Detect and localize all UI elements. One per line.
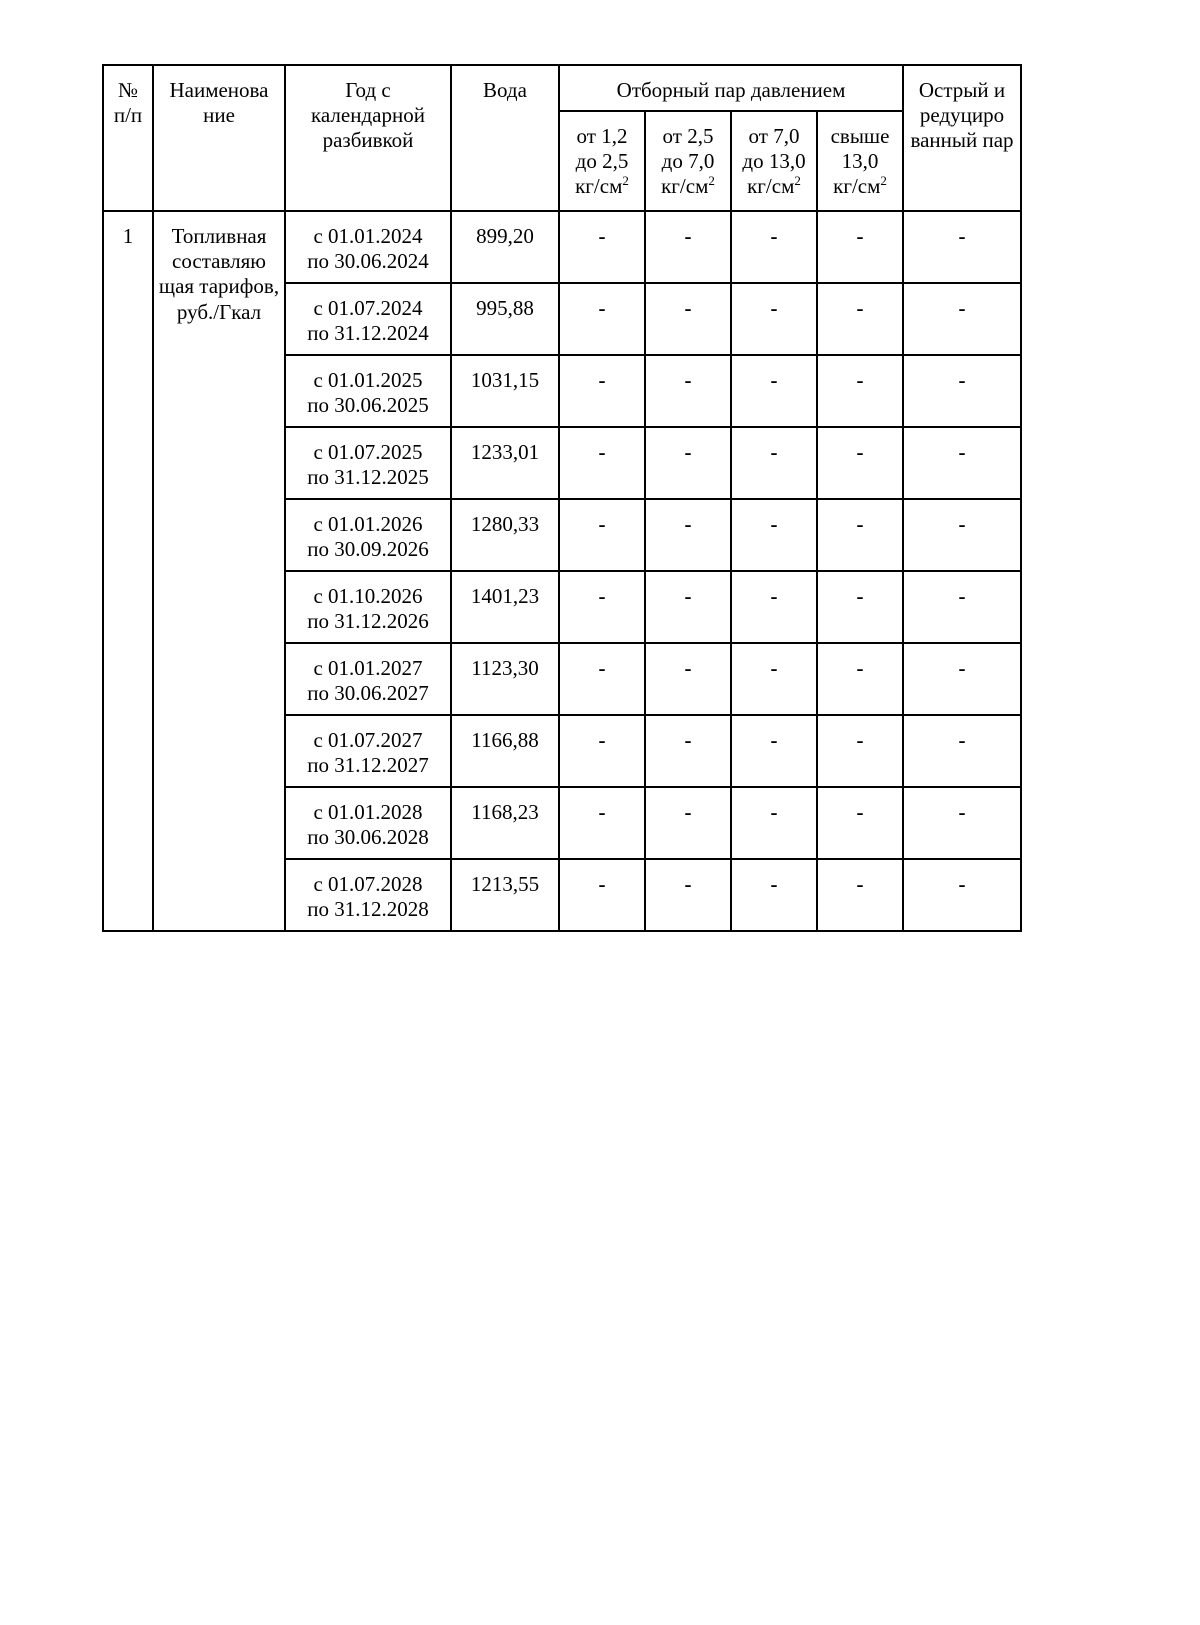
steam-2-cell: -: [645, 211, 731, 283]
period-cell: с 01.07.2025 по 31.12.2025: [285, 427, 451, 499]
steam-4-cell: -: [817, 427, 903, 499]
steam-3-cell: -: [731, 427, 817, 499]
steam-4-cell: -: [817, 283, 903, 355]
sharp-steam-cell: -: [903, 859, 1021, 931]
steam-1-cell: -: [559, 211, 645, 283]
steam-2-cell: -: [645, 859, 731, 931]
header-steam-4: свыше 13,0 $кг/см^2$: [817, 111, 903, 211]
water-cell: 1123,30: [451, 643, 559, 715]
steam-3-cell: -: [731, 211, 817, 283]
sharp-steam-cell: -: [903, 355, 1021, 427]
sharp-steam-cell: -: [903, 643, 1021, 715]
tariff-table: [102, 64, 1022, 932]
water-cell: 1233,01: [451, 427, 559, 499]
header-steam-1: от 1,2 до 2,5 $кг/см^2$: [559, 111, 645, 211]
steam-2-cell: -: [645, 427, 731, 499]
steam-2-cell: -: [645, 355, 731, 427]
steam-3-cell: -: [731, 283, 817, 355]
steam-2-cell: -: [645, 643, 731, 715]
steam-3-cell: -: [731, 499, 817, 571]
header-steam-3: от 7,0 до 13,0 $кг/см^2$: [731, 111, 817, 211]
water-cell: 1031,15: [451, 355, 559, 427]
steam-2-cell: -: [645, 499, 731, 571]
steam-1-cell: -: [559, 355, 645, 427]
steam-4-cell: -: [817, 355, 903, 427]
water-cell: 1168,23: [451, 787, 559, 859]
water-cell: 1166,88: [451, 715, 559, 787]
period-cell: с 01.01.2028 по 30.06.2028: [285, 787, 451, 859]
sharp-steam-cell: -: [903, 787, 1021, 859]
period-cell: с 01.01.2027 по 30.06.2027: [285, 643, 451, 715]
sharp-steam-cell: -: [903, 571, 1021, 643]
water-cell: 995,88: [451, 283, 559, 355]
water-cell: 1401,23: [451, 571, 559, 643]
period-cell: с 01.10.2026 по 31.12.2026: [285, 571, 451, 643]
steam-4-cell: -: [817, 211, 903, 283]
period-cell: с 01.01.2025 по 30.06.2025: [285, 355, 451, 427]
steam-2-cell: -: [645, 571, 731, 643]
steam-4-cell: -: [817, 787, 903, 859]
header-row-top: [103, 65, 1021, 111]
steam-4-cell: -: [817, 859, 903, 931]
period-cell: с 01.07.2024 по 31.12.2024: [285, 283, 451, 355]
row-name: Топливная составляю щая тарифов, руб./Гкал: [153, 211, 285, 931]
period-cell: с 01.07.2027 по 31.12.2027: [285, 715, 451, 787]
steam-4-cell: -: [817, 499, 903, 571]
row-number: 1: [103, 211, 153, 931]
period-cell: с 01.01.2026 по 30.09.2026: [285, 499, 451, 571]
sharp-steam-cell: -: [903, 283, 1021, 355]
water-cell: 1280,33: [451, 499, 559, 571]
steam-1-cell: -: [559, 427, 645, 499]
steam-2-cell: -: [645, 715, 731, 787]
header-steam-group: Отборный пар давлением: [559, 65, 903, 111]
water-cell: 899,20: [451, 211, 559, 283]
steam-3-cell: -: [731, 643, 817, 715]
steam-1-cell: -: [559, 571, 645, 643]
header-steam-2: от 2,5 до 7,0 $кг/см^2$: [645, 111, 731, 211]
header-name: Наименова ние: [153, 65, 285, 211]
steam-1-cell: -: [559, 643, 645, 715]
steam-3-cell: -: [731, 355, 817, 427]
steam-3-cell: -: [731, 715, 817, 787]
header-sharp-steam: Острый и редуциро ванный пар: [903, 65, 1021, 211]
water-cell: 1213,55: [451, 859, 559, 931]
header-number: № п/п: [103, 65, 153, 211]
steam-1-cell: -: [559, 499, 645, 571]
period-cell: с 01.07.2028 по 31.12.2028: [285, 859, 451, 931]
steam-1-cell: -: [559, 283, 645, 355]
sharp-steam-cell: -: [903, 715, 1021, 787]
steam-3-cell: -: [731, 787, 817, 859]
steam-2-cell: -: [645, 787, 731, 859]
steam-3-cell: -: [731, 859, 817, 931]
steam-1-cell: -: [559, 715, 645, 787]
sharp-steam-cell: -: [903, 211, 1021, 283]
steam-4-cell: -: [817, 571, 903, 643]
header-period: Год с календарной разбивкой: [285, 65, 451, 211]
header-water: Вода: [451, 65, 559, 211]
sharp-steam-cell: -: [903, 499, 1021, 571]
steam-1-cell: -: [559, 859, 645, 931]
steam-2-cell: -: [645, 283, 731, 355]
table-body: [103, 211, 1021, 931]
table-row: [103, 211, 1021, 283]
steam-1-cell: -: [559, 787, 645, 859]
period-cell: с 01.01.2024 по 30.06.2024: [285, 211, 451, 283]
steam-3-cell: -: [731, 571, 817, 643]
steam-4-cell: -: [817, 643, 903, 715]
sharp-steam-cell: -: [903, 427, 1021, 499]
steam-4-cell: -: [817, 715, 903, 787]
